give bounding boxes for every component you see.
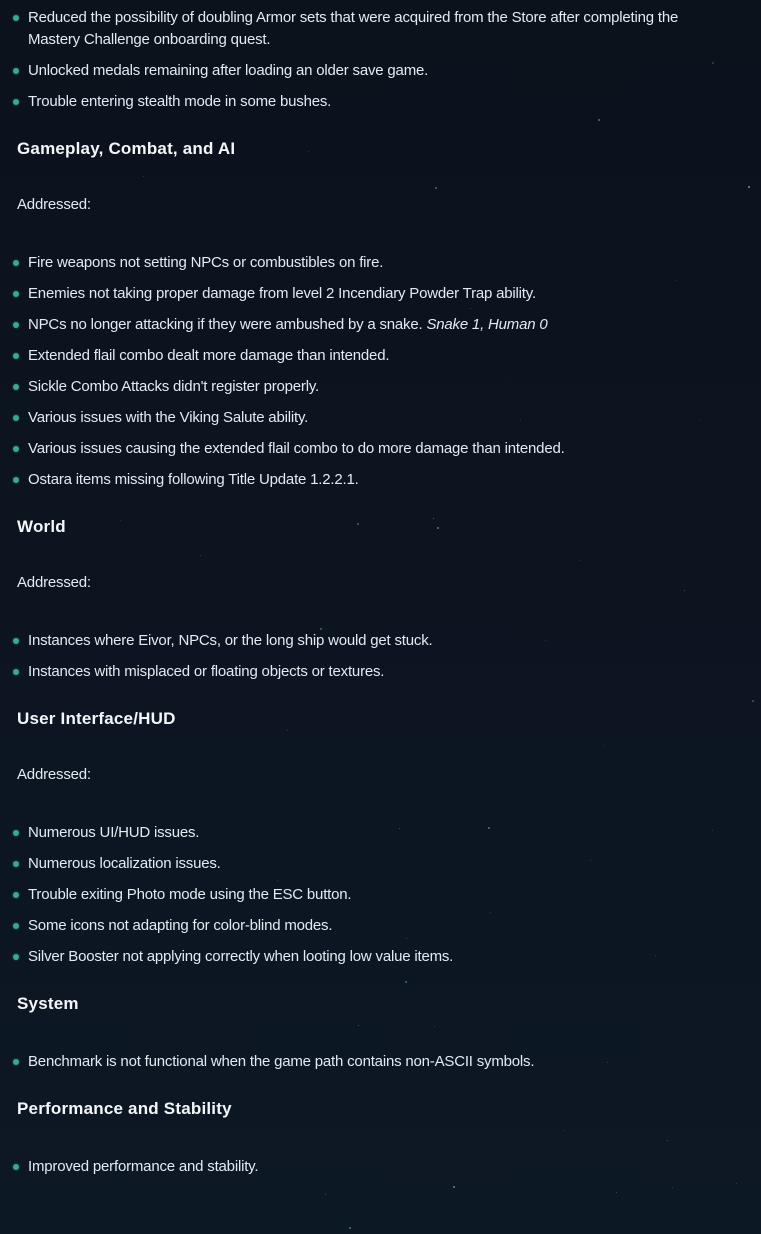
section-heading: User Interface/HUD	[17, 709, 176, 728]
section-heading: Performance and Stability	[17, 1099, 232, 1118]
issue-text: Some icons not adapting for color-blind modes.	[28, 917, 333, 934]
bullet-icon	[13, 353, 19, 359]
bullet-icon	[13, 892, 19, 898]
issue-list	[17, 630, 733, 683]
star-icon	[349, 1227, 351, 1229]
list-item	[17, 915, 733, 937]
bullet-icon	[13, 68, 19, 74]
section-performance-and-stability	[17, 1098, 733, 1178]
section-heading: World	[17, 517, 66, 536]
issue-text: Silver Booster not applying correctly when looting low value items.	[28, 948, 454, 965]
addressed-label: Addressed:	[17, 766, 91, 783]
issue-text: Trouble exiting Photo mode using the ESC button.	[28, 886, 352, 903]
bullet-icon	[13, 322, 19, 328]
list-item	[17, 469, 733, 491]
issue-list	[17, 252, 733, 491]
list-item	[17, 407, 733, 429]
issue-list	[17, 7, 733, 113]
bullet-icon	[13, 99, 19, 105]
issue-text: Unlocked medals remaining after loading an older save game.	[28, 62, 429, 79]
issue-text: Ostara items missing following Title Update 1.2.2.1.	[28, 471, 359, 488]
list-item	[17, 822, 733, 844]
bullet-icon	[13, 260, 19, 266]
list-item	[17, 853, 733, 875]
list-item	[17, 661, 733, 683]
issue-text: NPCs no longer attacking if they were ambushed by a snake.	[28, 316, 427, 333]
section-intro-continued	[17, 7, 733, 113]
star-icon	[453, 1186, 455, 1188]
bullet-icon	[13, 830, 19, 836]
issue-list	[17, 822, 733, 968]
star-icon	[736, 1183, 737, 1184]
bullet-icon	[13, 415, 19, 421]
star-icon	[672, 1187, 673, 1188]
bullet-icon	[13, 669, 19, 675]
issue-text: Benchmark is not functional when the game path contains non-ASCII symbols.	[28, 1053, 535, 1070]
issue-text: Instances with misplaced or floating objects or textures.	[28, 663, 385, 680]
list-item	[17, 7, 733, 51]
issue-text: Numerous UI/HUD issues.	[28, 824, 200, 841]
bullet-icon	[13, 638, 19, 644]
bullet-icon	[13, 477, 19, 483]
list-item	[17, 345, 733, 367]
list-item	[17, 283, 733, 305]
list-item	[17, 60, 733, 82]
bullet-icon	[13, 15, 19, 21]
bullet-icon	[13, 861, 19, 867]
list-item	[17, 1051, 733, 1073]
issue-text: Fire weapons not setting NPCs or combustibles on fire.	[28, 254, 384, 271]
addressed-label: Addressed:	[17, 574, 91, 591]
bullet-icon	[13, 1164, 19, 1170]
issue-list	[17, 1156, 733, 1178]
bullet-icon	[13, 1059, 19, 1065]
section-user-interface-hud	[17, 708, 733, 968]
list-item	[17, 946, 733, 968]
list-item	[17, 314, 733, 336]
list-item	[17, 376, 733, 398]
section-heading: Gameplay, Combat, and AI	[17, 139, 236, 158]
issue-text: Trouble entering stealth mode in some bushes.	[28, 93, 332, 110]
section-gameplay-combat-and-ai	[17, 138, 733, 491]
section-heading: System	[17, 994, 79, 1013]
list-item	[17, 438, 733, 460]
section-system	[17, 993, 733, 1073]
section-world	[17, 516, 733, 683]
list-item	[17, 91, 733, 113]
issue-text: Various issues with the Viking Salute ability.	[28, 409, 309, 426]
list-item	[17, 884, 733, 906]
issue-text: Extended flail combo dealt more damage than intended.	[28, 347, 390, 364]
issue-text: Numerous localization issues.	[28, 855, 221, 872]
addressed-label: Addressed:	[17, 196, 91, 213]
bullet-icon	[13, 923, 19, 929]
issue-text: Instances where Eivor, NPCs, or the long ship would get stuck.	[28, 632, 433, 649]
issue-text: Various issues causing the extended flail combo to do more damage than intended.	[28, 440, 565, 457]
bullet-icon	[13, 446, 19, 452]
star-icon	[616, 1192, 617, 1193]
bullet-icon	[13, 384, 19, 390]
issue-text: Improved performance and stability.	[28, 1158, 259, 1175]
issue-list	[17, 1051, 733, 1073]
issue-text: Sickle Combo Attacks didn't register properly.	[28, 378, 320, 395]
issue-text: Enemies not taking proper damage from level 2 Incendiary Powder Trap ability.	[28, 285, 536, 302]
bullet-icon	[13, 954, 19, 960]
list-item	[17, 252, 733, 274]
bullet-icon	[13, 291, 19, 297]
issue-text-italic: Snake 1, Human 0	[426, 316, 548, 333]
star-icon	[325, 1194, 326, 1195]
issue-text: Reduced the possibility of doubling Armor sets that were acquired from the Store after completing the Mastery Challenge onboarding quest.	[28, 9, 679, 48]
list-item	[17, 630, 733, 652]
list-item	[17, 1156, 733, 1178]
